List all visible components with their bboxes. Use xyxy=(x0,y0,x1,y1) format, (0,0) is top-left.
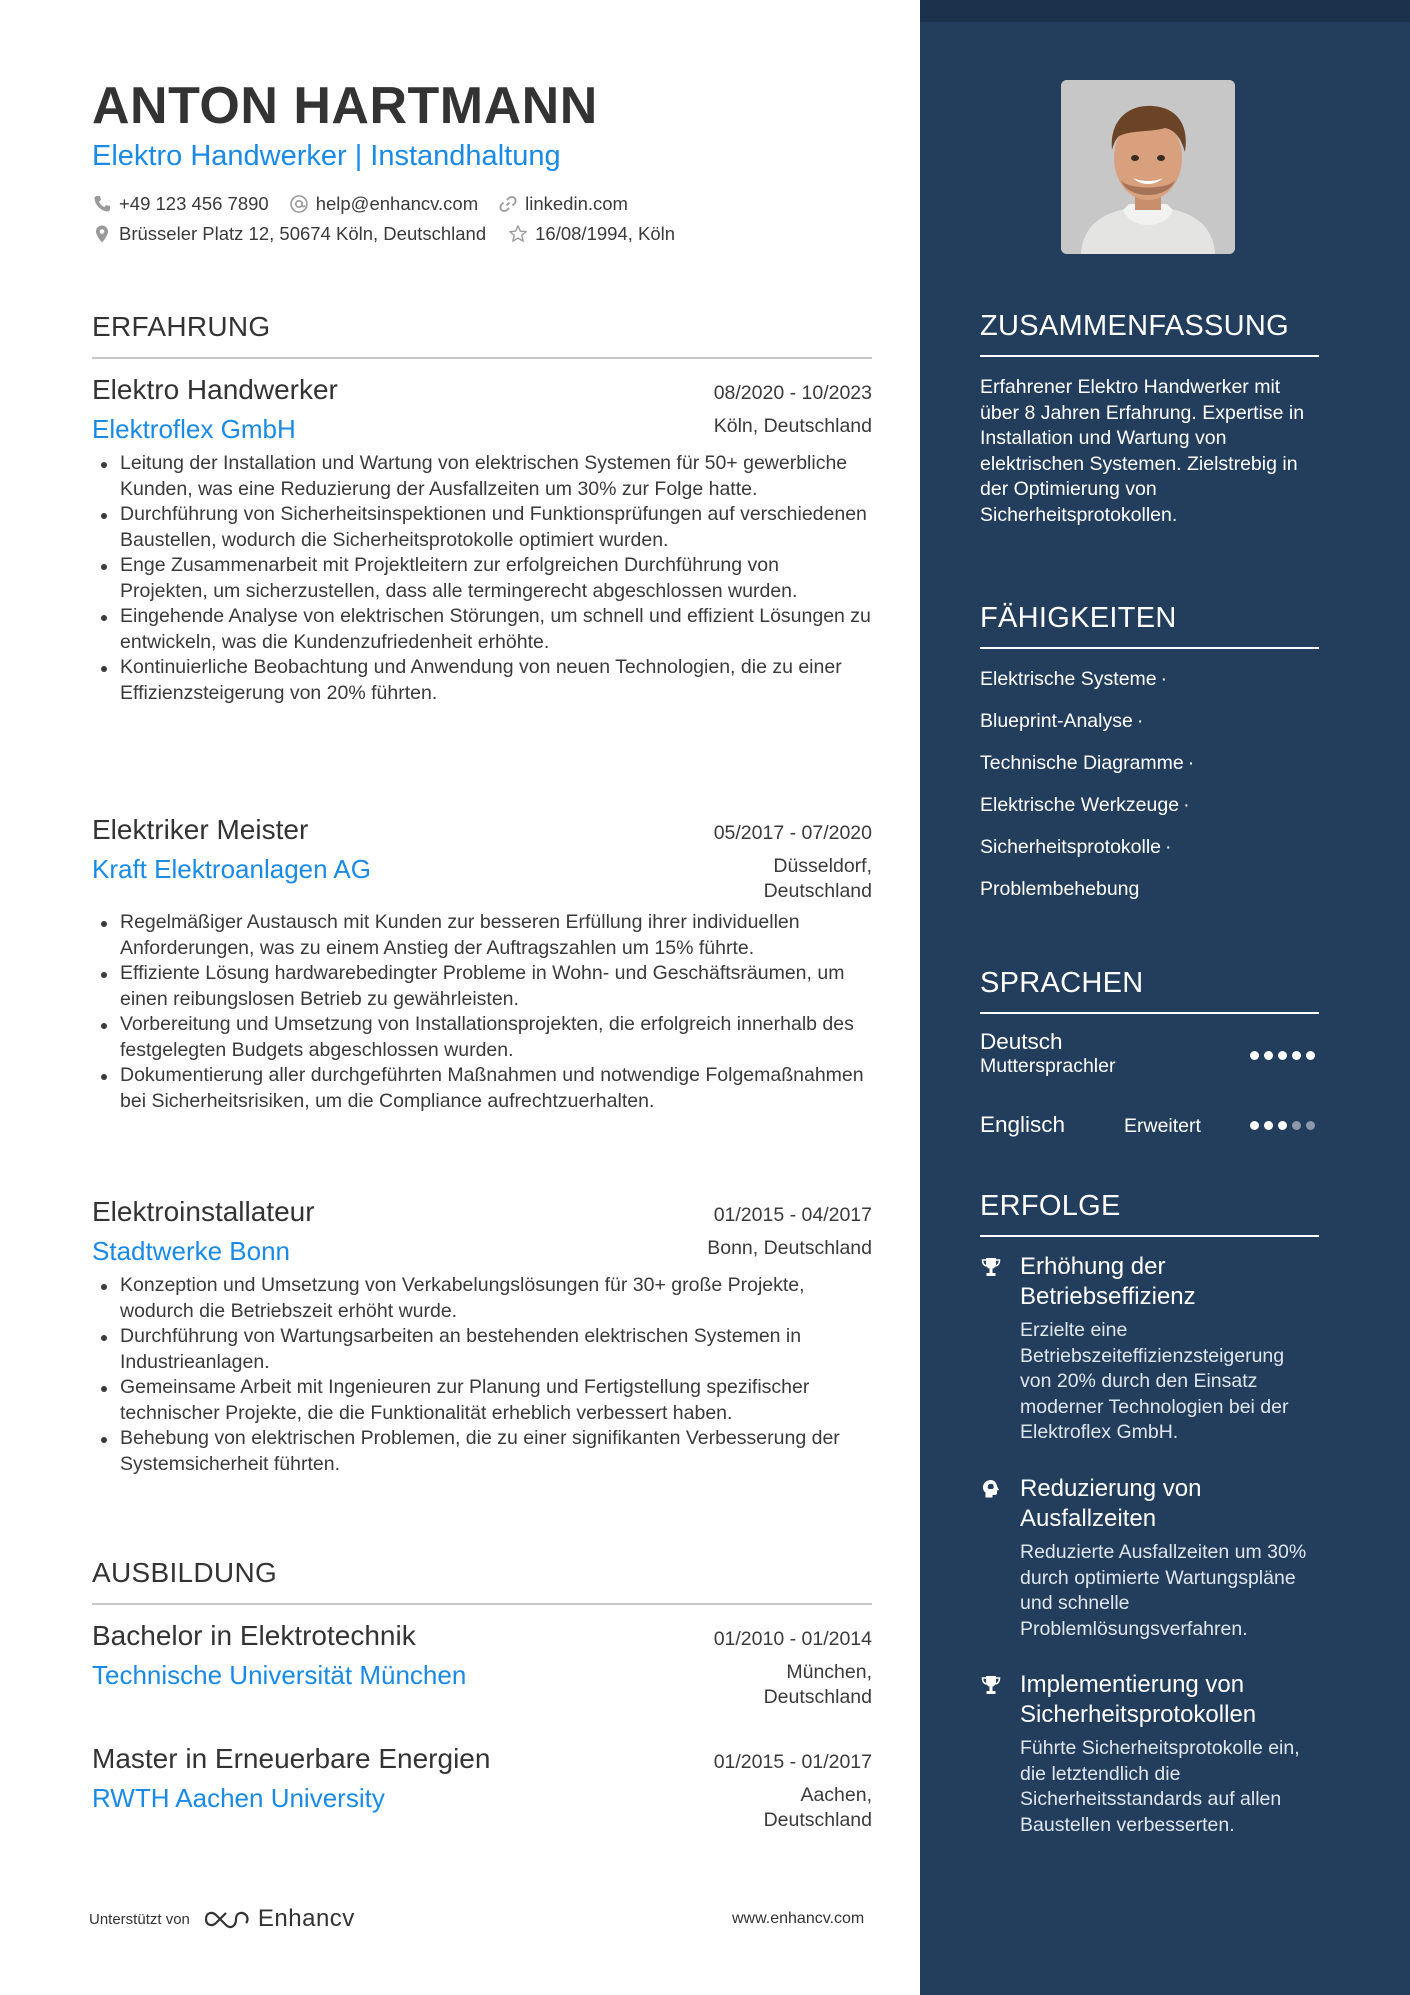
job-location-line: Deutschland xyxy=(763,880,872,902)
rating-dot xyxy=(1250,1121,1259,1130)
linkedin-item[interactable] xyxy=(498,193,628,215)
footer-url[interactable]: www.enhancv.com xyxy=(732,1910,865,1927)
job-company: Elektroflex GmbH xyxy=(92,414,296,444)
list-item: Behebung von elektrischen Problemen, die zu einer signifikanten Verbesserung der Systemsicherheit führten. xyxy=(92,1426,872,1477)
education-section-title: AUSBILDUNG xyxy=(92,1557,872,1605)
list-item xyxy=(980,832,1319,874)
job-company: Stadtwerke Bonn xyxy=(92,1236,291,1266)
skills-section-title: FÄHIGKEITEN xyxy=(980,602,1319,649)
language-level: Muttersprachler xyxy=(980,1055,1116,1077)
education-location-line: Deutschland xyxy=(763,1686,872,1708)
rating-dot xyxy=(1250,1051,1259,1060)
degree: Bachelor in Elektrotechnik xyxy=(92,1620,416,1651)
job-date: 05/2017 - 07/2020 xyxy=(713,822,872,844)
achievement-desc: Erzielte eine Betriebszeiteffizienzsteigerung von 20% durch den Einsatz moderner Technologien bei der Elektroflex GmbH. xyxy=(1020,1319,1289,1443)
email-item[interactable] xyxy=(289,193,478,215)
enhancv-logo[interactable] xyxy=(202,1905,355,1933)
achievement-desc: Führte Sicherheitsprotokolle ein, die letztendlich die Sicherheitsstandards auf allen Baustellen verbesserten. xyxy=(1020,1737,1300,1836)
rating-dot xyxy=(1292,1051,1301,1060)
job-role: Elektro Handwerker xyxy=(92,374,338,405)
list-item xyxy=(980,664,1319,706)
list-item xyxy=(980,706,1319,748)
profile-photo-image xyxy=(1061,80,1235,254)
rating-dot xyxy=(1278,1121,1287,1130)
job-date: 01/2015 - 04/2017 xyxy=(713,1204,872,1226)
link-icon xyxy=(498,194,518,214)
skill-label: Blueprint-Analyse xyxy=(980,710,1133,732)
list-item: Konzeption und Umsetzung von Verkabelungslösungen für 30+ große Projekte, wodurch die Betriebszeit erhöht wurde. xyxy=(92,1273,872,1324)
list-item: Leitung der Installation und Wartung von elektrischen Systemen für 50+ gewerbliche Kunden, was eine Reduzierung der Ausfallzeiten um 30% zur Folge hatte. xyxy=(92,451,872,502)
experience-section-title: ERFAHRUNG xyxy=(92,311,872,359)
skill-separator: · xyxy=(1165,836,1172,858)
skill-separator: · xyxy=(1136,710,1144,732)
achievement-title: Implementierung von Sicherheitsprotokollen xyxy=(1020,1671,1257,1728)
skill-separator: · xyxy=(1183,794,1190,816)
job-date: 08/2020 - 10/2023 xyxy=(713,382,872,404)
language-entry xyxy=(980,1029,1319,1089)
education-location xyxy=(764,1783,872,1833)
skill-label: Problembehebung xyxy=(980,878,1140,900)
phone-item xyxy=(92,193,269,215)
trophy-icon xyxy=(980,1256,1002,1278)
list-item xyxy=(980,790,1319,832)
list-item: Effiziente Lösung hardwarebedingter Probleme in Wohn- und Geschäftsräumen, um einen reibungslosen Betrieb zu gewährleisten. xyxy=(92,961,872,1012)
list-item: Durchführung von Wartungsarbeiten an bestehenden elektrischen Systemen in Industrieanlagen. xyxy=(92,1324,872,1375)
education-location-line: Aachen, xyxy=(800,1784,872,1806)
enhancv-logo-icon xyxy=(202,1907,250,1931)
language-name: Englisch xyxy=(980,1112,1066,1137)
powered-by xyxy=(89,1905,355,1933)
job-entry xyxy=(92,1196,872,1477)
language-level: Erweitert xyxy=(1124,1115,1201,1137)
degree: Master in Erneuerbare Energien xyxy=(92,1743,491,1774)
achievements-section-title: ERFOLGE xyxy=(980,1190,1319,1237)
rating-dot xyxy=(1278,1051,1287,1060)
language-rating xyxy=(1250,1051,1315,1060)
education-date: 01/2015 - 01/2017 xyxy=(713,1751,872,1773)
school: RWTH Aachen University xyxy=(92,1783,385,1813)
job-location xyxy=(764,854,872,904)
education-entry xyxy=(92,1620,872,1710)
list-item xyxy=(980,874,1319,916)
list-item: Regelmäßiger Austausch mit Kunden zur besseren Erfüllung ihrer individuellen Anforderungen, was zu einem Anstieg der Auftragszahlen um 15% führte. xyxy=(92,910,872,961)
job-bullets xyxy=(92,451,872,706)
rating-dot xyxy=(1306,1121,1315,1130)
job-entry xyxy=(92,814,872,1114)
education-location-line: Deutschland xyxy=(763,1809,872,1831)
job-bullets xyxy=(92,1273,872,1477)
job-company: Kraft Elektroanlagen AG xyxy=(92,854,371,884)
contact-row-2 xyxy=(92,223,695,245)
education-location-line: München, xyxy=(786,1661,872,1683)
enhancv-brand: Enhancv xyxy=(257,1905,355,1932)
rating-dot xyxy=(1264,1051,1273,1060)
job-location: Bonn, Deutschland xyxy=(707,1237,872,1259)
summary-section-title: ZUSAMMENFASSUNG xyxy=(980,310,1319,357)
skill-label: Elektrische Werkzeuge xyxy=(980,794,1180,816)
list-item: Enge Zusammenarbeit mit Projektleitern zur erfolgreichen Durchführung von Projekten, um sicherzustellen, dass alle termingerecht abgeschlossen wurden. xyxy=(92,553,872,604)
head-brain-icon xyxy=(980,1478,1002,1500)
birth-text: 16/08/1994, Köln xyxy=(535,223,676,244)
list-item: Eingehende Analyse von elektrischen Störungen, um schnell und effizient Lösungen zu entwickeln, was die Kundenzufriedenheit erhöhte. xyxy=(92,604,872,655)
candidate-title: Elektro Handwerker | Instandhaltung xyxy=(92,140,561,172)
profile-photo xyxy=(1061,80,1235,254)
at-icon xyxy=(289,194,309,214)
achievement-entry xyxy=(980,1252,1319,1446)
candidate-name: ANTON HARTMANN xyxy=(92,77,598,135)
list-item xyxy=(980,748,1319,790)
powered-by-text: Unterstützt von xyxy=(89,1910,190,1928)
achievement-desc: Reduzierte Ausfallzeiten um 30% durch optimierte Wartungspläne und schnelle Problemlösungsverfahren. xyxy=(1020,1541,1307,1640)
phone-text: +49 123 456 7890 xyxy=(119,193,269,214)
list-item: Durchführung von Sicherheitsinspektionen und Funktionsprüfungen auf verschiedenen Baustellen, wodurch die Sicherheitsprotokolle optimiert wurden. xyxy=(92,502,872,553)
education-entry xyxy=(92,1743,872,1833)
education-location xyxy=(764,1660,872,1710)
skills-list xyxy=(980,664,1319,916)
achievement-entry xyxy=(980,1670,1319,1838)
skill-label: Technische Diagramme xyxy=(980,752,1184,774)
star-icon xyxy=(508,224,528,244)
summary-text: Erfahrener Elektro Handwerker mit über 8 Jahren Erfahrung. Expertise in Installation und Wartung von elektrischen Systemen. Zielstrebig in der Optimierung von Sicherheitsprotokollen. xyxy=(980,376,1305,526)
achievement-entry xyxy=(980,1474,1319,1642)
language-name: Deutsch xyxy=(980,1029,1063,1054)
birth-item xyxy=(508,223,675,245)
job-role: Elektroinstallateur xyxy=(92,1196,315,1227)
list-item: Kontinuierliche Beobachtung und Anwendung von neuen Technologien, die zu einer Effizienzsteigerung von 20% führten. xyxy=(92,655,872,706)
skill-label: Sicherheitsprotokolle xyxy=(980,836,1162,858)
language-entry xyxy=(980,1112,1319,1144)
contact-row-1 xyxy=(92,193,648,215)
rating-dot xyxy=(1292,1121,1301,1130)
list-item: Dokumentierung aller durchgeführten Maßnahmen und notwendige Folgemaßnahmen bei Sicherheitsrisiken, um die Compliance aufrechtzuerhalten. xyxy=(92,1063,872,1114)
language-rating xyxy=(1250,1121,1315,1130)
education-date: 01/2010 - 01/2014 xyxy=(713,1628,872,1650)
linkedin-text[interactable]: linkedin.com xyxy=(525,193,628,214)
rating-dot xyxy=(1264,1121,1273,1130)
list-item: Gemeinsame Arbeit mit Ingenieuren zur Planung und Fertigstellung spezifischer technischer Projekte, die die Funktionalität erheblich verbessert haben. xyxy=(92,1375,872,1426)
list-item: Vorbereitung und Umsetzung von Installationsprojekten, die erfolgreich innerhalb des festgelegten Budgets abgeschlossen wurden. xyxy=(92,1012,872,1063)
languages-section-title: SPRACHEN xyxy=(980,967,1319,1014)
email-text[interactable]: help@enhancv.com xyxy=(315,193,479,214)
address-text: Brüsseler Platz 12, 50674 Köln, Deutschland xyxy=(119,223,487,244)
skill-label: Elektrische Systeme xyxy=(980,668,1157,690)
job-location-line: Düsseldorf, xyxy=(773,855,872,877)
skill-separator: · xyxy=(1187,752,1195,774)
phone-icon xyxy=(92,194,112,214)
trophy-icon xyxy=(980,1674,1002,1696)
job-bullets xyxy=(92,910,872,1114)
school: Technische Universität München xyxy=(92,1660,467,1690)
achievement-title: Reduzierung von Ausfallzeiten xyxy=(1020,1475,1202,1532)
sidebar-top-bar xyxy=(920,0,1410,22)
location-pin-icon xyxy=(92,224,112,244)
skill-separator: · xyxy=(1160,668,1168,690)
job-location: Köln, Deutschland xyxy=(713,415,872,437)
achievement-title: Erhöhung der Betriebseffizienz xyxy=(1020,1253,1196,1310)
rating-dot xyxy=(1306,1051,1315,1060)
job-entry xyxy=(92,374,872,706)
address-item xyxy=(92,223,486,245)
job-role: Elektriker Meister xyxy=(92,814,309,845)
